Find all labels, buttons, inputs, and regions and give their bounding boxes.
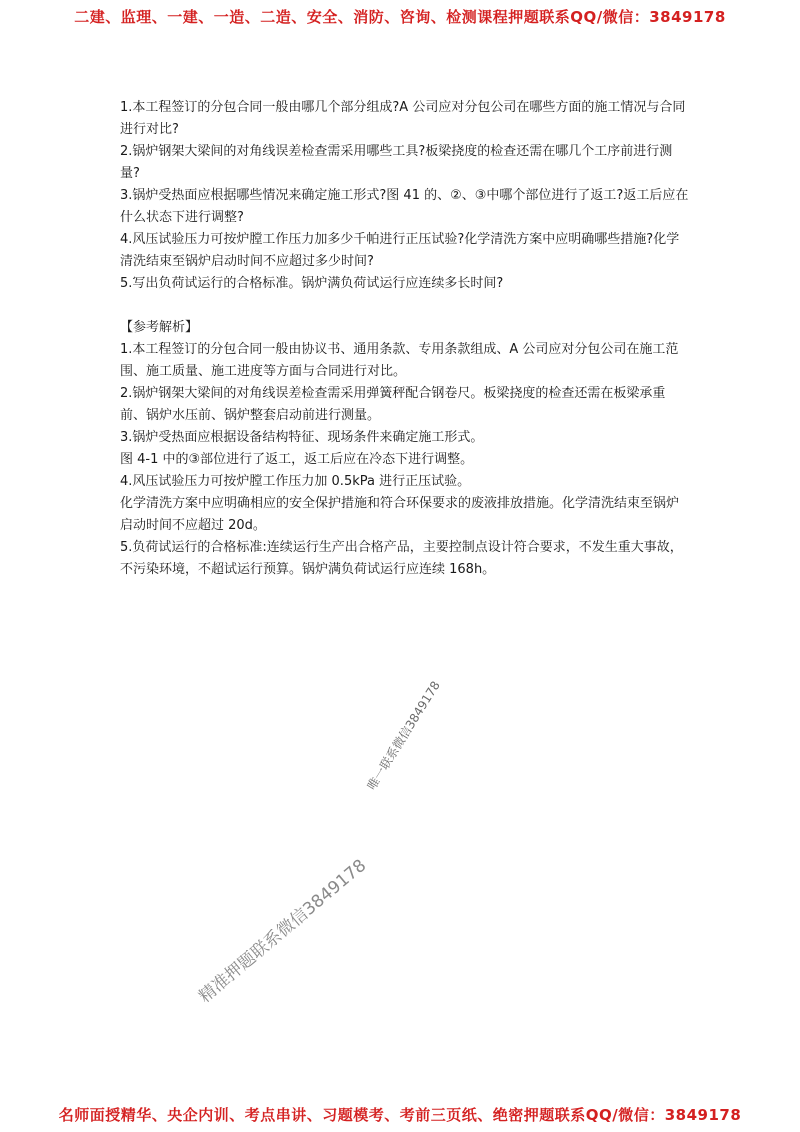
question-5: 5.写出负荷试运行的合格标准。锅炉满负荷试运行应连续多长时间?	[120, 276, 504, 291]
footer-banner: 名师面授精华、央企内训、考点串讲、习题模考、考前三页纸、绝密押题联系QQ/微信：3849178	[58, 1106, 742, 1124]
question-2: 2.锅炉钢架大梁间的对角线误差检查需采用哪些工具?板梁挠度的检查还需在哪几个工序前进行测量?	[120, 144, 673, 181]
watermark-precision: 精准押题联系微信3849178	[195, 855, 371, 1008]
question-3: 3.锅炉受热面应根据哪些情况来确定施工形式?图 41 的、②、③中哪个部位进行了返工?返工后应在什么状态下进行调整?	[120, 188, 689, 225]
answer-list	[120, 339, 690, 581]
answer-section-title: 【参考解析】	[120, 320, 199, 335]
question-list	[120, 97, 690, 295]
answer-line: 1.本工程签订的分包合同一般由协议书、通用条款、专用条款组成、A 公司应对分包公司在施工范围、施工质量、施工进度等方面与合同进行对比。	[120, 342, 679, 379]
header-banner: 二建、监理、一建、一造、二造、安全、消防、咨询、检测课程押题联系QQ/微信：3849178	[74, 8, 726, 26]
document-body	[120, 97, 690, 581]
answer-line: 图 4-1 中的③部位进行了返工，返工后应在冷态下进行调整。	[120, 452, 474, 467]
answer-line: 2.锅炉钢架大梁间的对角线误差检查需采用弹簧秤配合钢卷尺。板梁挠度的检查还需在板梁承重前、锅炉水压前、锅炉整套启动前进行测量。	[120, 386, 666, 423]
answer-line: 化学清洗方案中应明确相应的安全保护措施和符合环保要求的废液排放措施。化学清洗结束至锅炉启动时间不应超过 20d。	[120, 496, 680, 533]
answer-line: 3.锅炉受热面应根据设备结构特征、现场条件来确定施工形式。	[120, 430, 484, 445]
question-1: 1.本工程签订的分包合同一般由哪几个部分组成?A 公司应对分包公司在哪些方面的施工情况与合同进行对比?	[120, 100, 686, 137]
question-4: 4.风压试验压力可按炉膛工作压力加多少千帕进行正压试验?化学清洗方案中应明确哪些措施?化学清洗结束至锅炉启动时间不应超过多少时间?	[120, 232, 680, 269]
answer-line: 5.负荷试运行的合格标准:连续运行生产出合格产品，主要控制点设计符合要求，不发生重大事故，不污染环境，不超试运行预算。锅炉满负荷试运行应连续 168h。	[120, 540, 683, 577]
answer-line: 4.风压试验压力可按炉膛工作压力加 0.5kPa 进行正压试验。	[120, 474, 471, 489]
watermark-contact: 唯一联系微信3849178	[364, 678, 443, 793]
